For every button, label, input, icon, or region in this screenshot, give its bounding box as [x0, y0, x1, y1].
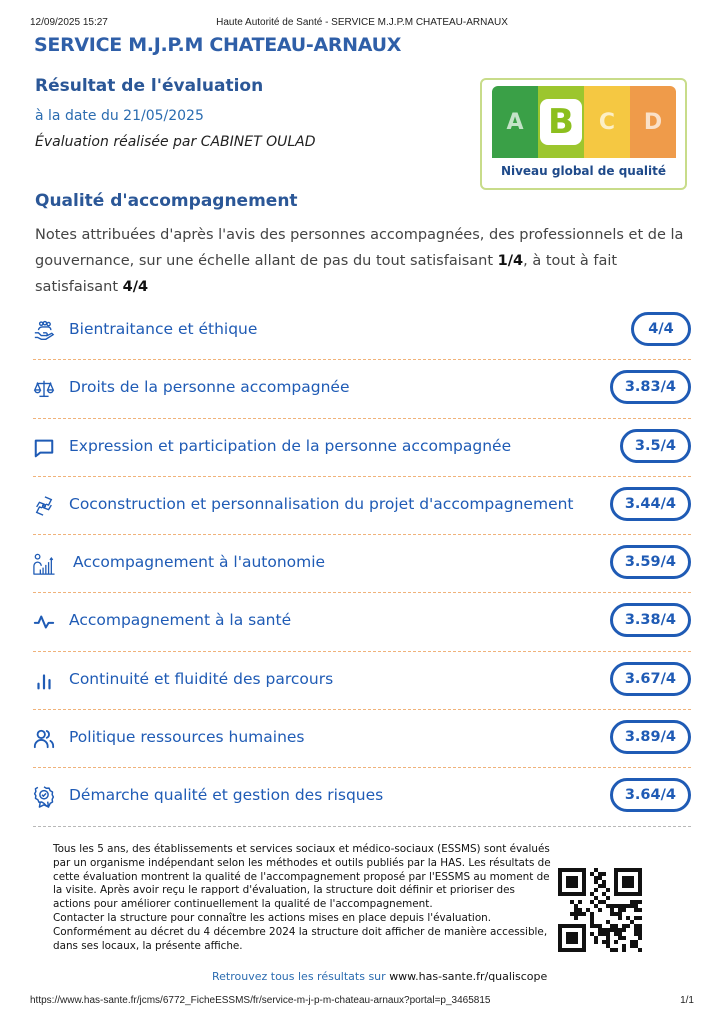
print-footer — [0, 995, 724, 1009]
criterion-row — [33, 302, 691, 360]
criterion-label: Politique ressources humaines — [69, 728, 305, 747]
scale-max: 4/4 — [122, 279, 149, 295]
criterion-score: 3.83/4 — [610, 370, 691, 404]
criterion-row — [33, 419, 691, 477]
quality-section-title: Qualité d'accompagnement — [35, 191, 298, 211]
criterion-score: 3.5/4 — [620, 429, 691, 463]
criterion-label: Accompagnement à l'autonomie — [73, 553, 326, 572]
quality-description — [35, 222, 695, 300]
grade-scale — [492, 86, 676, 158]
service-title: SERVICE M.J.P.M CHATEAU-ARNAUX — [34, 34, 402, 56]
criterion-label: Continuité et fluidité des parcours — [69, 669, 334, 688]
grade-label: Niveau global de qualité — [500, 164, 667, 178]
evaluation-date: à la date du 21/05/2025 — [35, 108, 204, 124]
helping-hand-people-icon — [33, 320, 55, 342]
criterion-score: 3.59/4 — [610, 545, 691, 579]
footer-paragraph: Tous les 5 ans, des établissements et services sociaux et médico-sociaux (ESSMS) sont évalués par un organisme indépendant selon les méthodes et outils publiés par la HAS. Les résultats de cette évaluation montrent la qualité de l'accompagnement proposé par l'ESSMS au moment de la visite. Après avoir reçu le rapport d'évaluation, la structure doit définir et prioriser des actions pour améliorer continuellement la qualité de l'accompagnement. — [53, 843, 551, 911]
criterion-score: 4/4 — [631, 312, 691, 346]
grade-d: D — [630, 86, 676, 158]
footer-paragraph: Contacter la structure pour connaître les actions mises en place depuis l'évaluation. — [53, 911, 492, 924]
bar-chart-icon — [33, 670, 55, 692]
criterion-label: Droits de la personne accompagnée — [69, 378, 350, 397]
heartbeat-icon — [33, 611, 55, 633]
quality-grade-badge — [480, 78, 687, 190]
footer-paragraph: Conformément au décret du 4 décembre 2024 la structure doit afficher de manière accessible, dans ses locaux, la présente affiche. — [53, 925, 548, 952]
criterion-label: Accompagnement à la santé — [69, 611, 292, 630]
criterion-score: 3.67/4 — [610, 662, 691, 696]
criteria-list — [33, 302, 691, 827]
print-page-title: Haute Autorité de Santé - SERVICE M.J.P.M CHATEAU-ARNAUX — [216, 17, 508, 28]
criterion-score: 3.44/4 — [610, 487, 691, 521]
qualiscope-link[interactable]: www.has-sante.fr/qualiscope — [389, 970, 548, 983]
grade-c: C — [584, 86, 630, 158]
print-url: https://www.has-sante.fr/jcms/6772_FicheESSMS/fr/service-m-j-p-m-chateau-arnaux?portal=p_3465815 — [30, 995, 491, 1006]
criterion-score: 3.89/4 — [610, 720, 691, 754]
criterion-label: Expression et participation de la personne accompagnée — [69, 436, 512, 455]
desc-text: , à tout à fait satisfaisant — [35, 253, 618, 295]
criterion-label: Coconstruction et personnalisation du projet d'accompagnement — [69, 494, 574, 513]
scales-icon — [33, 378, 55, 400]
evaluator: Évaluation réalisée par CABINET OULAD — [35, 134, 316, 150]
qr-code[interactable] — [558, 868, 642, 952]
grade-b — [538, 86, 584, 158]
criterion-row — [33, 535, 691, 593]
handshake-puzzle-icon — [33, 495, 55, 517]
print-header — [0, 17, 724, 31]
print-datetime: 12/09/2025 15:27 — [30, 17, 108, 28]
criterion-label: Bientraitance et éthique — [69, 320, 258, 338]
criterion-row — [33, 477, 691, 535]
desc-text: Notes attribuées d'après l'avis des personnes accompagnées, des professionnels et de la gouvernance, sur une échelle allant de pas du tout satisfaisant — [35, 227, 684, 269]
criterion-label: Démarche qualité et gestion des risques — [69, 786, 384, 805]
page-number: 1/1 — [680, 995, 694, 1006]
award-badge-icon — [33, 786, 55, 808]
speech-bubble-icon — [33, 437, 55, 459]
evaluation-title: Résultat de l'évaluation — [35, 76, 264, 96]
criterion-score: 3.64/4 — [610, 778, 691, 812]
criterion-row — [33, 710, 691, 768]
person-growth-chart-icon — [33, 553, 55, 575]
footer-explanation — [53, 843, 553, 953]
grade-selected: B — [540, 99, 582, 145]
find-results-text: Retrouvez tous les résultats sur — [212, 970, 386, 983]
criterion-row — [33, 593, 691, 651]
qualiscope-link-line — [212, 970, 547, 983]
criterion-row — [33, 768, 691, 826]
grade-a: A — [492, 86, 538, 158]
criterion-score: 3.38/4 — [610, 603, 691, 637]
criterion-row — [33, 652, 691, 710]
users-icon — [33, 728, 55, 750]
criterion-row — [33, 360, 691, 418]
scale-min: 1/4 — [497, 253, 524, 269]
